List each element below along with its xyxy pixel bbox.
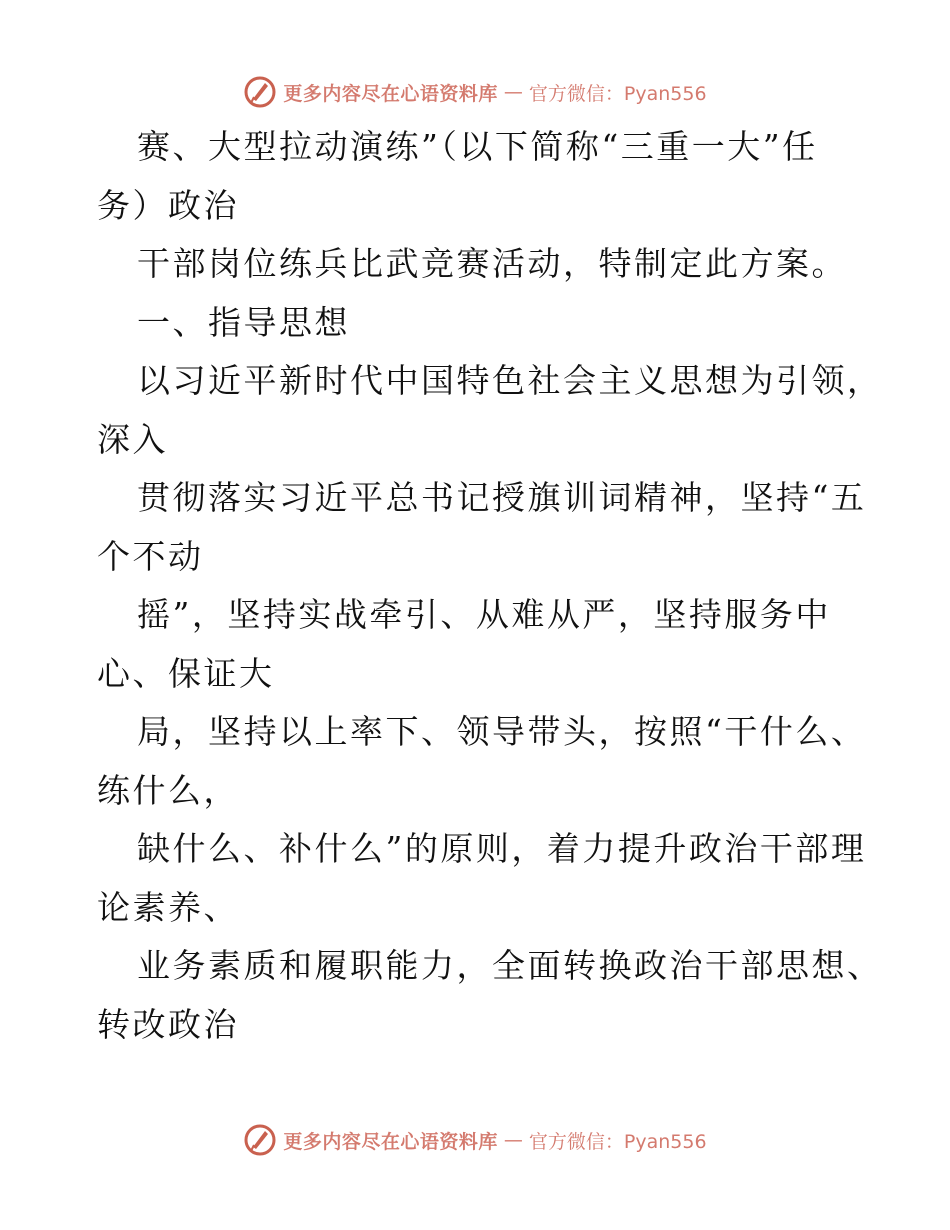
text-line: 务）政治 [97, 185, 239, 225]
text-line: 摇”，坚持实战牵引、从难从严，坚持服务中 [137, 595, 831, 634]
footer-watermark [0, 1120, 950, 1160]
text-line: 个不动 [97, 536, 204, 576]
text-line: 缺什么、补什么”的原则，着力提升政治干部理 [137, 829, 867, 868]
text-line: 干部岗位练兵比武竞赛活动，特制定此方案。 [137, 244, 847, 283]
text-line: 业务素质和履职能力，全面转换政治干部思想、 [137, 946, 883, 985]
watermark-dash: — [503, 81, 523, 103]
watermark-main-text: 更多内容尽在心语资料库 [283, 82, 498, 105]
text-line: 论素养、 [97, 887, 239, 927]
quill-logo-icon [243, 75, 277, 109]
text-line: 练什么， [97, 770, 239, 810]
section-heading: 一、指导思想 [137, 302, 350, 342]
text-line: 贯彻落实习近平总书记授旗训词精神，坚持“五 [137, 478, 867, 517]
text-line: 深入 [97, 419, 168, 459]
text-line: 以习近平新时代中国特色社会主义思想为引领， [137, 361, 883, 400]
text-line: 局，坚持以上率下、领导带头，按照“干什么、 [137, 712, 867, 751]
watermark-dash: — [503, 1129, 523, 1151]
watermark-wechat-text: 官方微信：Pyan556 [528, 82, 707, 105]
text-line: 赛、大型拉动演练”（以下简称“三重一大”任 [137, 127, 818, 166]
text-line: 转改政治 [97, 1004, 239, 1044]
header-watermark [0, 72, 950, 112]
quill-logo-icon [243, 1123, 277, 1157]
watermark-main-text: 更多内容尽在心语资料库 [283, 1130, 498, 1153]
document-body [97, 118, 883, 1054]
watermark-wechat-text: 官方微信：Pyan556 [528, 1130, 707, 1153]
text-line: 心、保证大 [97, 653, 275, 693]
